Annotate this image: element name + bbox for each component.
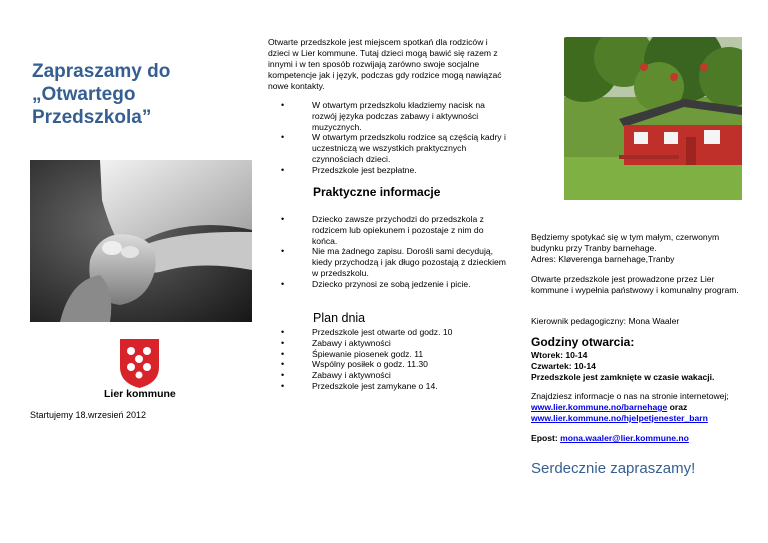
list-item: • Przedszkole jest otwarte od godz. 10: [268, 327, 508, 338]
title-line: Przedszkola”: [32, 107, 152, 128]
list-item: • Wspólny posiłek o godz. 11.30: [268, 359, 508, 370]
link-barnehage[interactable]: www.lier.kommune.no/barnehage: [531, 402, 668, 412]
email-line: [531, 433, 741, 444]
email-link[interactable]: mona.waaler@lier.kommune.no: [560, 433, 689, 443]
plan-list: [268, 327, 508, 392]
list-item: • Dziecko przynosi ze sobą jedzenie i picie.: [268, 279, 508, 290]
hours-item: Przedszkole jest zamknięte w czasie wakacji.: [531, 372, 715, 382]
hours-list: [531, 350, 741, 383]
title-line: „Otwartego: [32, 84, 136, 105]
hands-photo: [30, 160, 252, 322]
email-label: Epost:: [531, 433, 561, 443]
meet-text: Będziemy spotykać się w tym małym, czerwonym budynku przy Tranby barnehage.: [531, 232, 720, 253]
list-item: • Dziecko zawsze przychodzi do przedszkola z rodzicem lub opiekunem i pozostaje z nim do końca.: [268, 214, 508, 246]
website-info: [531, 391, 741, 424]
list-item: • Przedszkole jest bezpłatne.: [268, 165, 508, 176]
page-title: [32, 60, 202, 129]
lier-kommune-logo: [117, 337, 162, 389]
practical-list: [268, 214, 508, 290]
run-by-text: Otwarte przedszkole jest prowadzone przez Lier kommune i wypełnia państwowy i komunalny program.: [531, 274, 739, 295]
list-item: • Śpiewanie piosenek godz. 11: [268, 349, 508, 360]
list-item: • Zabawy i aktywności: [268, 370, 508, 381]
address-text: Adres: Kløverenga barnehage,Tranby: [531, 254, 675, 264]
hours-item: Wtorek: 10-14: [531, 350, 588, 360]
website-text: Znajdziesz informacje o nas na stronie internetowej;: [531, 391, 729, 401]
list-item: • W otwartym przedszkolu rodzice są częścią kadry i uczestniczą we wszystkich praktycznych czynnościach dzieci.: [268, 132, 508, 164]
link-hjelpetjenester[interactable]: www.lier.kommune.no/hjelpetjenester_barn: [531, 413, 708, 423]
hours-heading: Godziny otwarcia:: [531, 335, 635, 349]
practical-heading: Praktyczne informacje: [313, 185, 441, 199]
closing-text: Serdecznie zapraszamy!: [531, 460, 696, 477]
red-house-photo: [564, 37, 742, 200]
list-item: • Nie ma żadnego zapisu. Dorośli sami decydują, kiedy przychodzą i jak długo pozostają z dzieckiem w przedszkolu.: [268, 246, 508, 278]
intro-text: Otwarte przedszkole jest miejscem spotkań dla rodziców i dzieci w Lier kommune. Tutaj dzieci mogą bawić się razem z innymi i w ten sposób rozwijają zarówno swoje socjalne kompetencje jak i język, podczas gdy rodzice mogą nawiązać nowe kontakty.: [268, 37, 502, 91]
logo-label: Lier kommune: [104, 388, 176, 400]
list-item: • Zabawy i aktywności: [268, 338, 508, 349]
list-item: • W otwartym przedszkolu kładziemy nacisk na rozwój języka podczas zabawy i aktywności muzycznych.: [268, 100, 508, 132]
title-line: Zapraszamy do: [32, 61, 171, 82]
plan-heading: Plan dnia: [313, 311, 366, 325]
oraz-text: oraz: [667, 402, 688, 412]
list-item: • Przedszkole jest zamykane o 14.: [268, 381, 508, 392]
leader-text: Kierownik pedagogiczny: Mona Waaler: [531, 316, 680, 326]
features-list: [268, 100, 508, 176]
start-date: Startujemy 18.wrzesień 2012: [30, 410, 147, 420]
hours-item: Czwartek: 10-14: [531, 361, 596, 371]
